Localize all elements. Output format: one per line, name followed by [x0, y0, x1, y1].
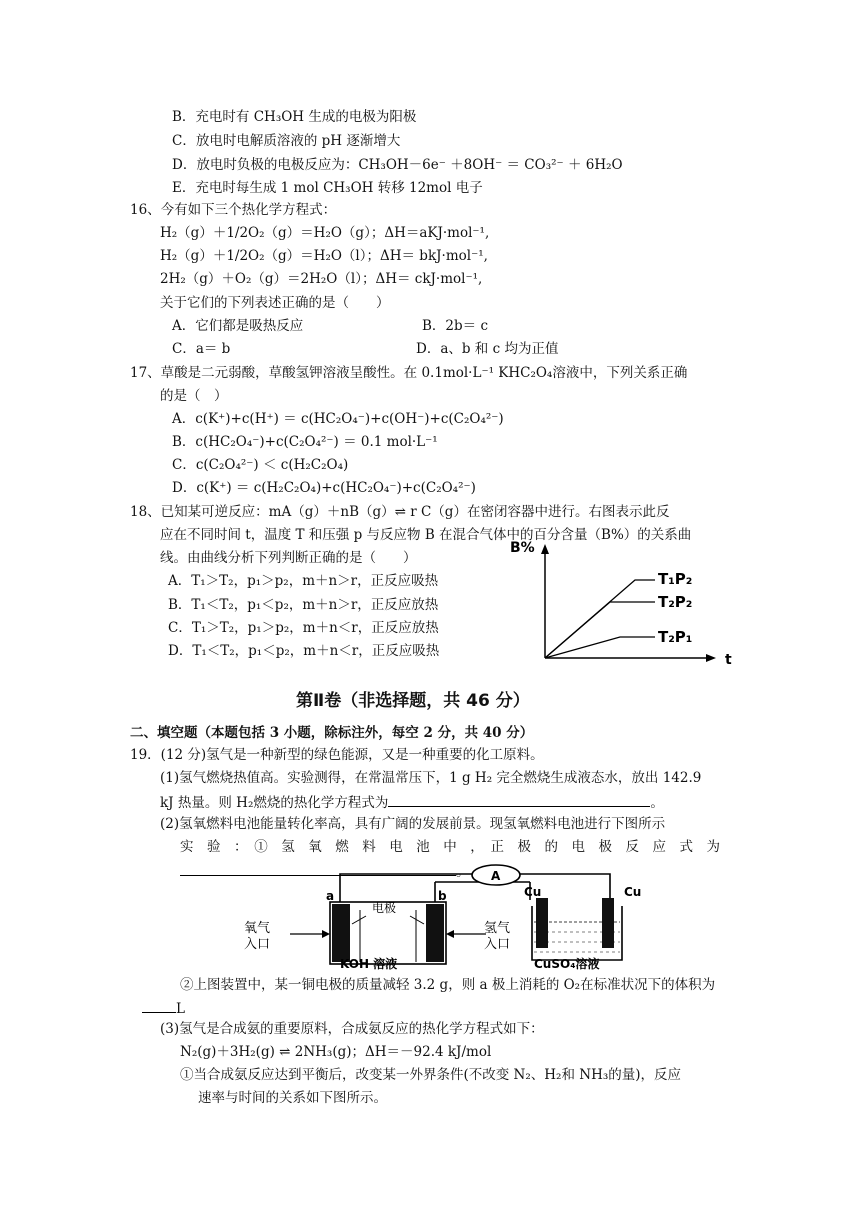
q16-option-b: B．2b＝ c: [422, 318, 489, 334]
oxygen-inlet-label: 入口: [244, 937, 271, 952]
koh-solution-label: KOH 溶液: [340, 957, 398, 971]
q17-stem-line1: 17、草酸是二元弱酸，草酸氢钾溶液呈酸性。在 0.1mol·L⁻¹ KHC₂O₄溶液中，下列关系正确: [130, 365, 688, 381]
q19-part2-line1: (2)氢氧燃料电池能量转化率高，具有广阔的发展前景。现氢氧燃料电池进行下图所示: [160, 816, 666, 832]
answer-blank-1[interactable]: [388, 792, 650, 807]
q16-equation-3: 2H₂（g）＋O₂（g）＝2H₂O（l）；ΔH＝ ckJ·mol⁻¹,: [160, 271, 483, 287]
q19-part3-line1: (3)氢气是合成氨的重要原料，合成氨反应的热化学方程式如下：: [160, 1021, 544, 1037]
oxygen-label: 氧气: [244, 921, 271, 936]
q19-part2-q2-line2: [142, 998, 185, 1018]
electrode-a-label: a: [326, 889, 335, 903]
curve-t1p2: [545, 580, 655, 658]
fuel-cell-apparatus-diagram: [240, 862, 660, 970]
cuso4-solution-label: CuSO₄溶液: [534, 957, 600, 971]
q19-part1-line2: [160, 792, 664, 812]
q18-stem-line1: 18、已知某可逆反应：mA（g）＋nB（g）⇌ r C（g）在密闭容器中进行。右图表示此反: [130, 504, 670, 520]
q16-equation-1: H₂（g）＋1/2O₂（g）＝H₂O（g）；ΔH＝aKJ·mol⁻¹,: [160, 225, 490, 241]
q18-stem-line2: 应在不同时间 t，温度 T 和压强 p 与反应物 B 在混合气体中的百分含量（B%）的关系曲: [160, 527, 692, 543]
q16-option-c: C．a＝ b: [172, 341, 231, 357]
q19-part3-q1-line2: 速率与时间的关系如下图所示。: [198, 1090, 387, 1106]
q18-option-a: A．T₁＞T₂，p₁＞p₂，m＋n＞r，正反应吸热: [168, 573, 439, 589]
q15-option-b: B．充电时有 CH₃OH 生成的电极为阳极: [172, 109, 417, 125]
graph-x-label: t: [725, 652, 732, 668]
answer-blank-3[interactable]: [142, 998, 176, 1013]
q19-part1-text: kJ 热量。则 H₂燃烧的热化学方程式为: [160, 795, 389, 811]
cu-right-label: Cu: [624, 885, 642, 899]
hydrogen-label: 氢气: [484, 921, 511, 936]
q19-stem: 19．(12 分)氢气是一种新型的绿色能源，又是一种重要的化工原料。: [130, 747, 544, 763]
q17-option-a: A．c(K⁺)+c(H⁺) ＝ c(HC₂O₄⁻)+c(OH⁻)+c(C₂O₄²⁻): [172, 411, 504, 427]
q19-part1-line1: (1)氢气燃烧热值高。实验测得，在常温常压下，1 g H₂ 完全燃烧生成液态水，放出 142.9: [160, 770, 702, 786]
electrode-caption: 电极: [372, 901, 397, 915]
electrode-a: [332, 904, 350, 962]
q19-part2-end: 。: [456, 864, 470, 880]
curve-label-t1p2: T₁P₂: [658, 570, 693, 588]
q18-option-b: B．T₁＜T₂，p₁＜p₂，m＋n＞r，正反应放热: [168, 597, 439, 613]
q15-option-c: C．放电时电解质溶液的 pH 逐渐增大: [172, 133, 401, 149]
q19-unit-l: L: [176, 1001, 185, 1017]
q18-option-d: D．T₁＜T₂，p₁＜p₂，m＋n＜r，正反应吸热: [168, 643, 440, 659]
q19-part2-line2: 实 验 ： ① 氢 氧 燃 料 电 池 中 ， 正 极 的 电 极 反 应 式 为: [180, 839, 720, 855]
curve-t2p1: [545, 637, 655, 658]
q16-equation-2: H₂（g）＋1/2O₂（g）＝H₂O（l）；ΔH＝ bkJ·mol⁻¹,: [160, 248, 488, 264]
electrode-b: [426, 904, 444, 962]
section-2-title: 第Ⅱ卷（非选择题，共 46 分）: [296, 691, 530, 711]
section-2-subtitle: 二、填空题（本题包括 3 小题，除标注外，每空 2 分，共 40 分）: [130, 725, 534, 741]
q18-percent-time-graph: [510, 540, 740, 670]
q19-part3-equation: N₂(g)＋3H₂(g) ⇌ 2NH₃(g)；ΔH＝－92.4 kJ/mol: [180, 1044, 492, 1060]
curve-t2p2: [545, 602, 655, 658]
hydrogen-inlet-label: 入口: [484, 937, 511, 952]
cu-left-label: Cu: [524, 885, 542, 899]
q17-option-b: B．c(HC₂O₄⁻)+c(C₂O₄²⁻) ＝ 0.1 mol·L⁻¹: [172, 434, 438, 450]
q17-option-d: D．c(K⁺) ＝ c(H₂C₂O₄)+c(HC₂O₄⁻)+c(C₂O₄²⁻): [172, 480, 476, 496]
q19-part1-end: 。: [650, 795, 664, 811]
q17-stem-line2: 的是（ ）: [160, 388, 228, 404]
curve-label-t2p2: T₂P₂: [658, 593, 693, 611]
cu-electrode-left: [536, 898, 548, 948]
q16-question: 关于它们的下列表述正确的是（ ）: [160, 295, 390, 311]
q19-part2-q2-line1: ②上图装置中，某一铜电极的质量减轻 3.2 g，则 a 极上消耗的 O₂在标准状况下的体积为: [180, 977, 716, 993]
q17-option-c: C．c(C₂O₄²⁻) ＜ c(H₂C₂O₄): [172, 457, 349, 473]
q19-part3-q1-line1: ①当合成氨反应达到平衡后，改变某一外界条件(不改变 N₂、H₂和 NH₃的量)，反应: [180, 1067, 682, 1083]
q16-option-d: D．a、b 和 c 均为正值: [416, 341, 559, 357]
q16-option-a: A．它们都是吸热反应: [172, 318, 304, 334]
q16-stem: 16、今有如下三个热化学方程式：: [130, 202, 337, 218]
ammeter-label: A: [491, 869, 501, 883]
q15-option-e: E．充电时每生成 1 mol CH₃OH 转移 12mol 电子: [172, 180, 483, 196]
curve-label-t2p1: T₂P₁: [658, 628, 693, 646]
graph-y-label: B%: [510, 540, 535, 556]
q15-option-d: D．放电时负极的电极反应为：CH₃OH－6e⁻ ＋8OH⁻ ＝ CO₃²⁻ ＋ 6H₂O: [172, 157, 623, 173]
q18-stem-line3: 线。由曲线分析下列判断正确的是（ ）: [160, 550, 417, 566]
q18-option-c: C．T₁＞T₂，p₁＞p₂，m＋n＜r，正反应放热: [168, 620, 439, 636]
electrode-b-label: b: [438, 889, 447, 903]
cu-electrode-right: [602, 898, 614, 948]
